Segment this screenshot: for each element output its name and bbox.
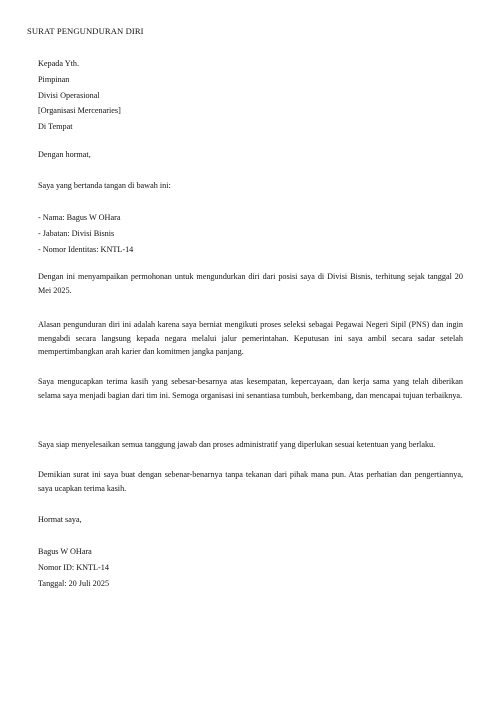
identity-position: - Jabatan: Divisi Bisnis	[38, 228, 115, 238]
paragraph-gratitude	[38, 375, 463, 402]
paragraph-closing-statement	[38, 468, 463, 495]
identity-name: - Nama: Bagus W OHara	[38, 213, 121, 222]
paragraph-gratitude-text: Saya mengucapkan terima kasih yang sebesar-besarnya atas kesempatan, kepercayaan, dan kerja sama yang telah diberikan selama saya menjadi bagian dari tim ini. Semoga organisasi ini senantiasa tumbuh, berkembang, dan mencapai tujuan terbaiknya.	[38, 377, 463, 400]
identity-list	[38, 210, 463, 257]
paragraph-reason-text: Alasan pengunduran diri ini adalah karena saya berniat mengikuti proses seleksi sebagai Pegawai Negeri Sipil (PNS) dan ingin mengabdi secara langsung kepada negara melalui jalur pemerintahan. Keputusan ini saya ambil secara sadar setelah mempertimbangkan arah karier dan komitmen jangka panjang.	[38, 320, 463, 356]
paragraph-closing-statement-text: Demikian surat ini saya buat dengan sebenar-benarnya tanpa tekanan dari pihak mana pun. Atas perhatian dan pengertiannya, saya ucapkan terima kasih.	[38, 470, 463, 493]
recipient-line-greeting: Kepada Yth.	[38, 59, 80, 68]
recipient-line-division: Divisi Operasional	[38, 90, 100, 100]
paragraph-resignation	[38, 270, 463, 297]
recipient-block	[38, 56, 463, 135]
signature-name: Bagus W OHara	[38, 547, 92, 556]
recipient-line-organization: [Organisasi Mercenaries]	[38, 106, 121, 116]
paragraph-responsibility-text: Saya siap menyelesaikan semua tanggung jawab dan proses administratif yang diperlukan sesuai ketentuan yang berlaku.	[38, 440, 436, 449]
recipient-line-place: Di Tempat	[38, 122, 73, 132]
identity-id-number: - Nomor Identitas: KNTL-14	[38, 244, 134, 254]
salutation: Dengan hormat,	[38, 150, 91, 159]
paragraph-responsibility	[38, 438, 463, 452]
paragraph-resignation-text: Dengan ini menyampaikan permohonan untuk mengundurkan diri dari posisi saya di Divisi Bisnis, terhitung sejak tanggal 20 Mei 2025.	[38, 272, 463, 295]
signature-id: Nomor ID: KNTL-14	[38, 562, 109, 572]
document-title: SURAT PENGUNDURAN DIRI	[27, 26, 144, 36]
intro-text: Saya yang bertanda tangan di bawah ini:	[38, 181, 171, 190]
closing-salutation: Hormat saya,	[38, 515, 82, 524]
paragraph-reason	[38, 318, 463, 359]
signature-block	[38, 544, 463, 591]
signature-date: Tanggal: 20 Juli 2025	[38, 578, 110, 588]
recipient-line-title: Pimpinan	[38, 74, 70, 84]
